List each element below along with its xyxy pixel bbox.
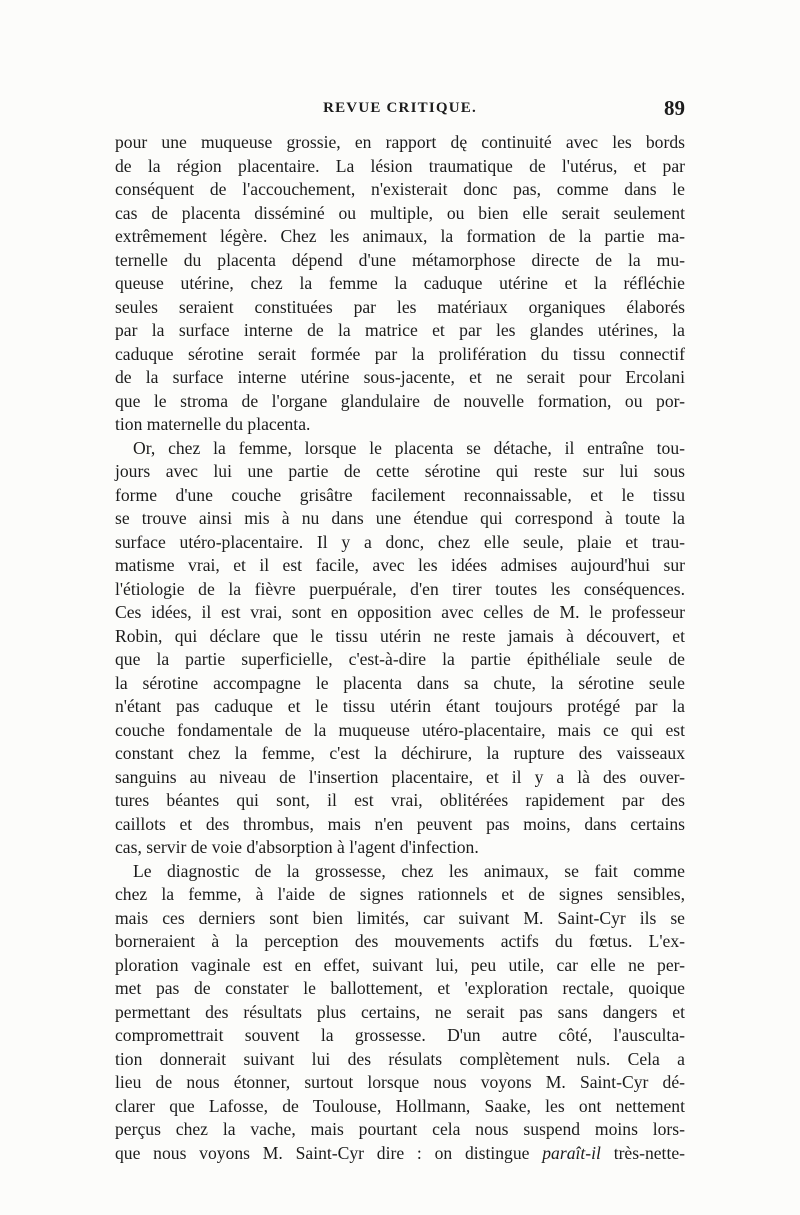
text-line: chez la femme, à l'aide de signes rationnels et de signes sensibles, bbox=[115, 884, 685, 904]
text-line: que le stroma de l'organe glandulaire de nouvelle formation, ou por- bbox=[115, 390, 685, 411]
text-line: de la surface interne utérine sous-jacente, et ne serait pour Ercolani bbox=[115, 367, 685, 387]
text-line: par la surface interne de la matrice et par les glandes utérines, la bbox=[115, 320, 685, 340]
text-line: borneraient à la perception des mouvements actifs du fœtus. L'ex- bbox=[115, 931, 685, 951]
text-line: Robin, qui déclare que le tissu utérin ne reste jamais à découvert, et bbox=[115, 625, 685, 646]
text-line: l'étiologie de la fièvre puerpuérale, d'en tirer toutes les conséquences. bbox=[115, 578, 685, 599]
text-line: la sérotine accompagne le placenta dans sa chute, la sérotine seule bbox=[115, 672, 685, 693]
text-line: lieu de nous étonner, surtout lorsque nous voyons M. Saint-Cyr dé- bbox=[115, 1072, 685, 1092]
text-line: ploration vaginale est en effet, suivant lui, peu utile, car elle ne per- bbox=[115, 954, 685, 975]
text-segment: très-nette- bbox=[613, 1142, 685, 1163]
paragraph-end-line: cas, servir de voie d'absorption à l'agent d'infection. bbox=[115, 837, 479, 857]
body-text bbox=[115, 131, 685, 1165]
text-line: constant chez la femme, c'est la déchirure, la rupture des vaisseaux bbox=[115, 743, 685, 763]
text-line: sanguins au niveau de l'insertion placentaire, et il y a là des ouver- bbox=[115, 766, 685, 787]
running-head bbox=[115, 96, 685, 124]
text-line: de la région placentaire. La lésion traumatique de l'utérus, et par bbox=[115, 155, 685, 176]
text-line: ternelle du placenta dépend d'une métamorphose directe de la mu- bbox=[115, 249, 685, 270]
text-line: se trouve ainsi mis à nu dans une étendue qui correspond à toute la bbox=[115, 508, 685, 528]
text-line: met pas de constater le ballottement, et 'exploration rectale, quoique bbox=[115, 978, 685, 998]
text-line: tion donnerait suivant lui des résulats complètement nuls. Cela a bbox=[115, 1048, 685, 1069]
text-line: cas de placenta disséminé ou multiple, ou bien elle serait seulement bbox=[115, 202, 685, 223]
text-line: matisme vrai, et il est facile, avec les idées admises aujourd'hui sur bbox=[115, 555, 685, 575]
text-line: couche fondamentale de la muqueuse utéro-placentaire, mais ce qui est bbox=[115, 719, 685, 740]
text-line: caillots et des thrombus, mais n'en peuvent pas moins, dans certains bbox=[115, 813, 685, 834]
italic-phrase: paraît-il bbox=[542, 1142, 601, 1163]
text-line: forme d'une couche grisâtre facilement reconnaissable, et le tissu bbox=[115, 484, 685, 505]
text-segment: que nous voyons M. Saint-Cyr dire : on distingue bbox=[115, 1142, 530, 1163]
text-line: jours avec lui une partie de cette sérotine qui reste sur lui sous bbox=[115, 461, 685, 481]
text-line: extrêmement légère. Chez les animaux, la formation de la partie ma- bbox=[115, 226, 685, 246]
text-line bbox=[115, 1142, 685, 1166]
text-line: surface utéro-placentaire. Il y a donc, chez elle seule, plaie et trau- bbox=[115, 531, 685, 552]
text-line: permettant des résultats plus certains, ne serait pas sans dangers et bbox=[115, 1001, 685, 1022]
text-line: mais ces derniers sont bien limités, car suivant M. Saint-Cyr ils se bbox=[115, 907, 685, 928]
text-line: pour une muqueuse grossie, en rapport dę continuité avec les bords bbox=[115, 132, 685, 152]
paragraph-start-line: Le diagnostic de la grossesse, chez les animaux, se fait comme bbox=[133, 860, 685, 881]
text-line: n'étant pas caduque et le tissu utérin étant toujours protégé par la bbox=[115, 696, 685, 716]
text-line: tures béantes qui sont, il est vrai, oblitérées rapidement par des bbox=[115, 790, 685, 810]
paragraph-start-line: Or, chez la femme, lorsque le placenta se détache, il entraîne tou- bbox=[133, 437, 685, 458]
text-line: compromettrait souvent la grossesse. D'un autre côté, l'ausculta- bbox=[115, 1025, 685, 1045]
text-line: queuse utérine, chez la femme la caduque utérine et la réfléchie bbox=[115, 273, 685, 293]
text-line: conséquent de l'accouchement, n'existerait donc pas, comme dans le bbox=[115, 179, 685, 199]
text-line: perçus chez la vache, mais pourtant cela nous suspend moins lors- bbox=[115, 1119, 685, 1139]
paragraph-end-line: tion maternelle du placenta. bbox=[115, 414, 311, 434]
text-line: caduque sérotine serait formée par la prolifération du tissu connectif bbox=[115, 343, 685, 364]
text-line: que la partie superficielle, c'est-à-dire la partie épithéliale seule de bbox=[115, 649, 685, 669]
text-line: clarer que Lafosse, de Toulouse, Hollmann, Saake, les ont nettement bbox=[115, 1095, 685, 1116]
page-number: 89 bbox=[664, 96, 685, 120]
text-line: seules seraient constituées par les matériaux organiques élaborés bbox=[115, 296, 685, 317]
running-title: REVUE CRITIQUE. bbox=[323, 100, 477, 116]
text-line: Ces idées, il est vrai, sont en opposition avec celles de M. le professeur bbox=[115, 602, 685, 622]
